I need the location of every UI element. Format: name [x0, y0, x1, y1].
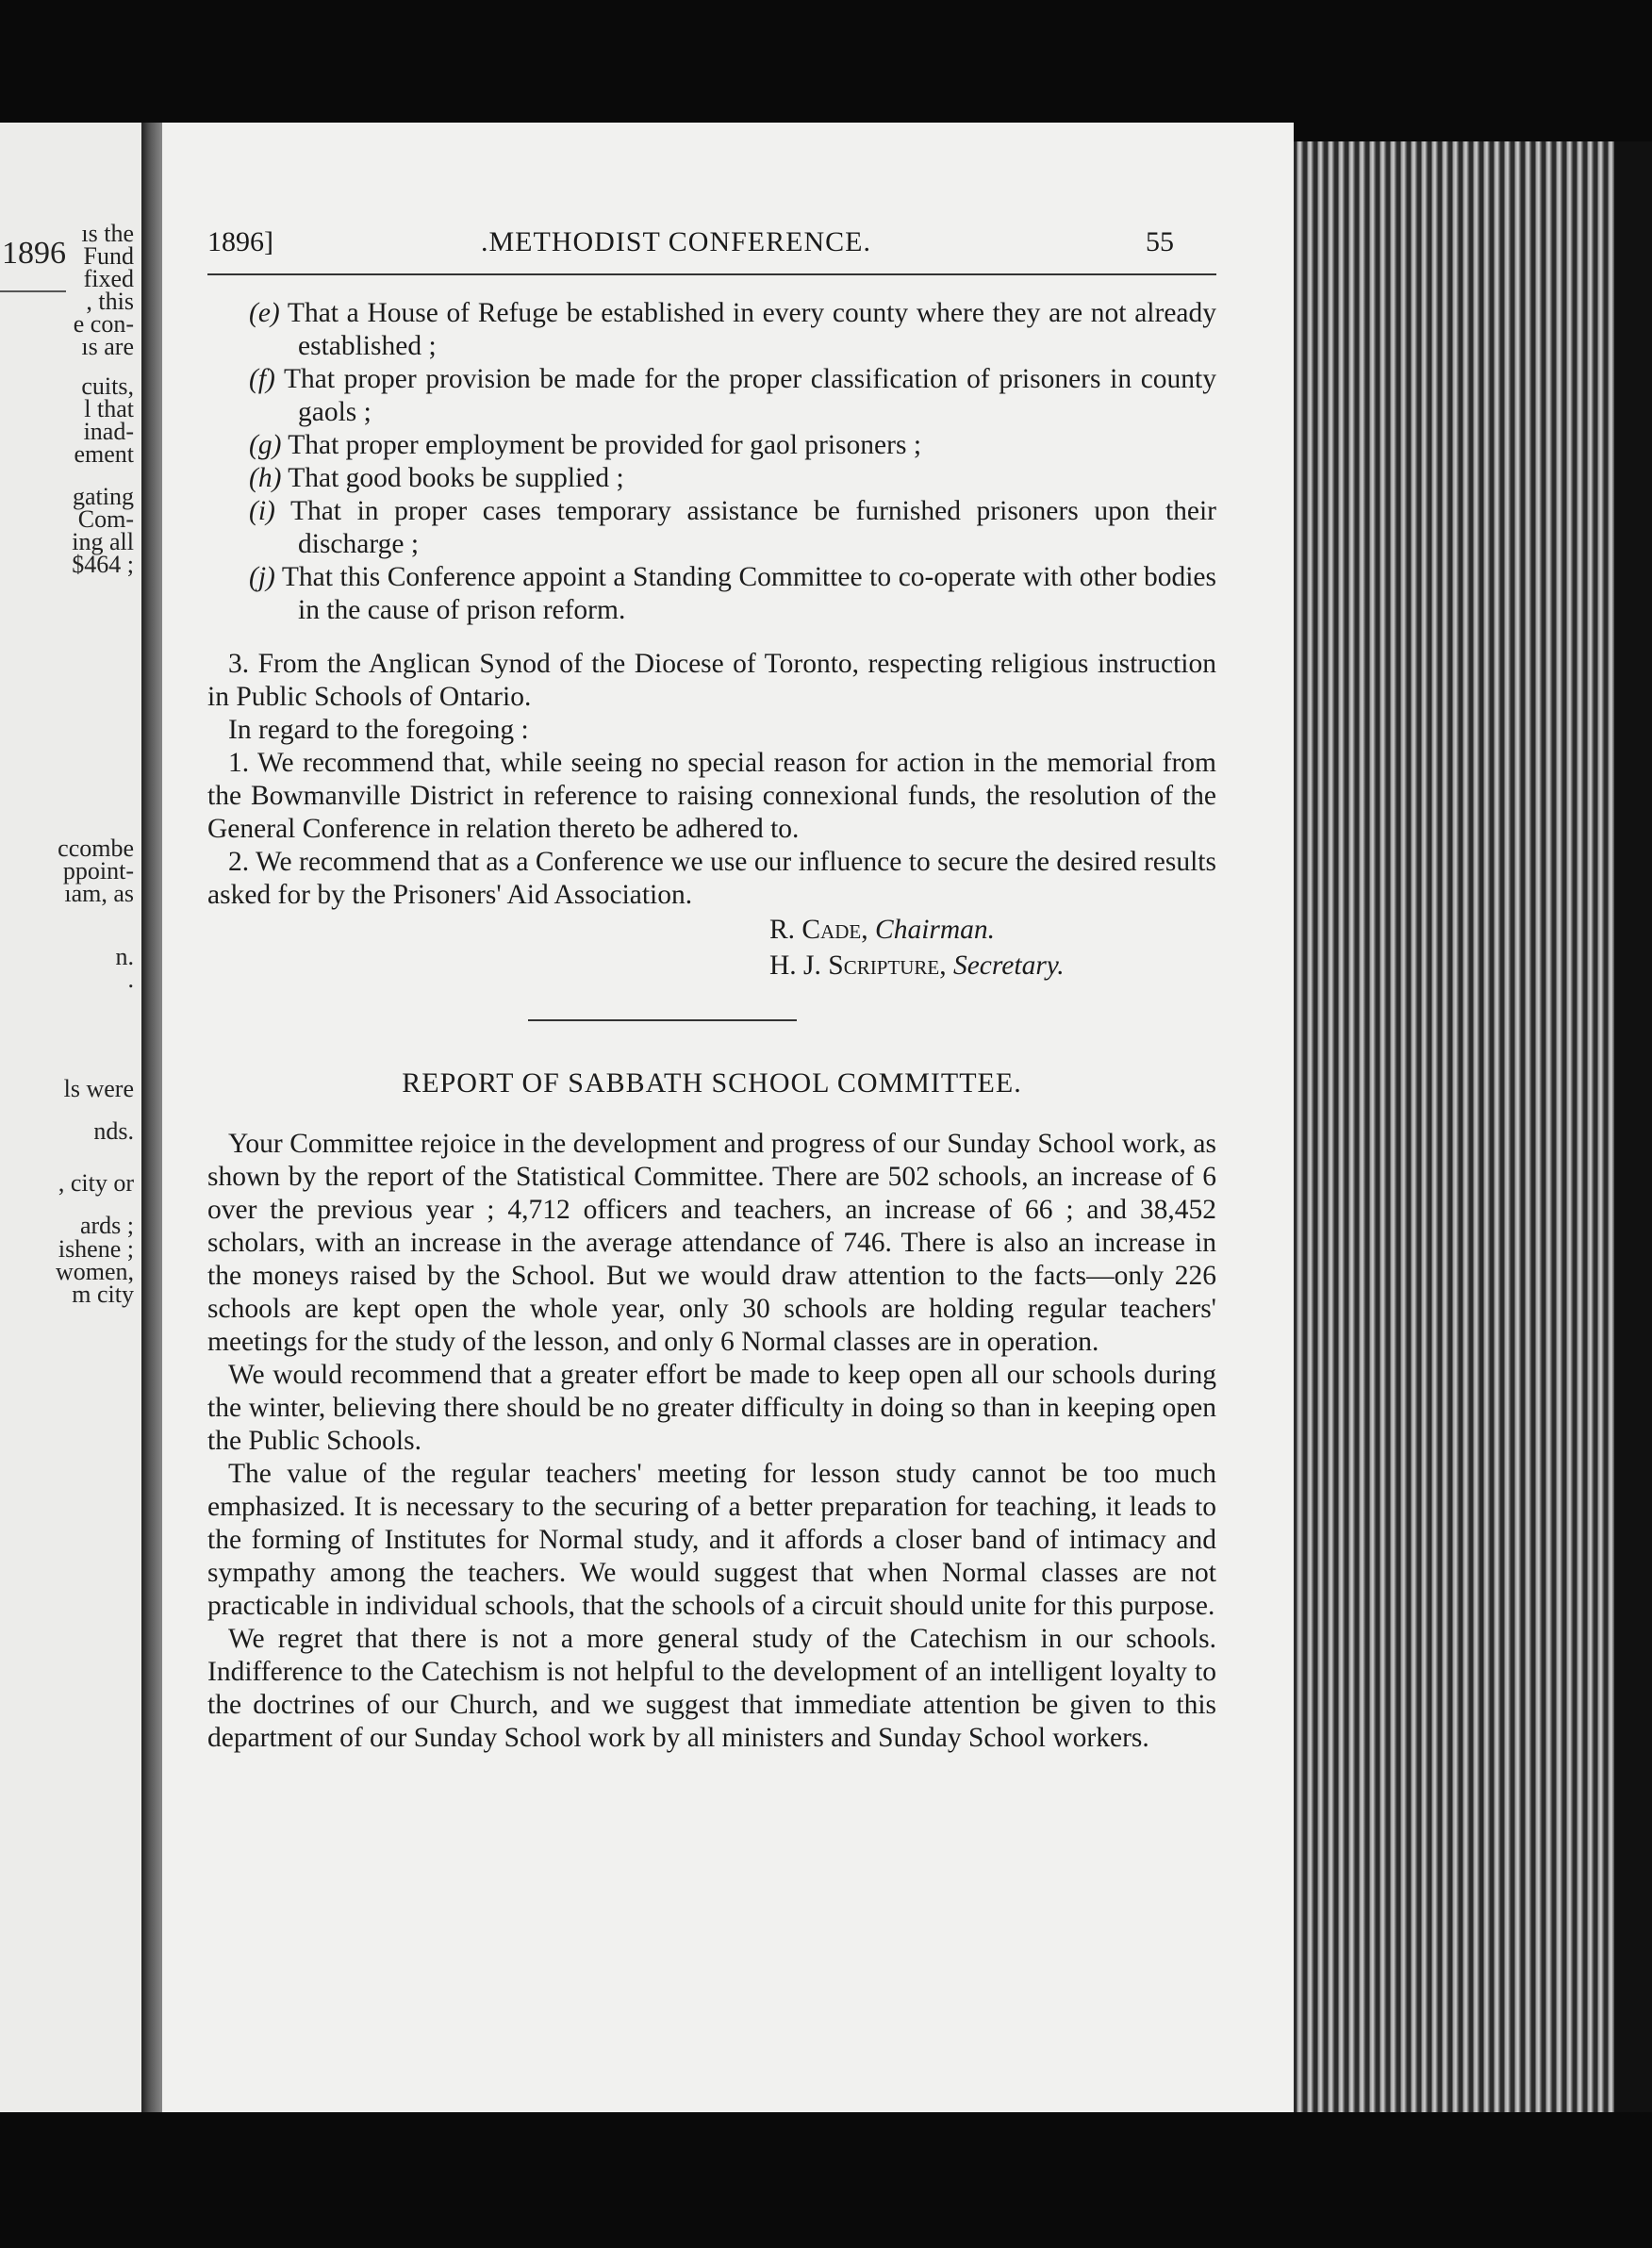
paragraph: We would recommend that a greater effort be made to keep open all our schools during the winter, believing there should be no greater difficulty in doing so than in keeping open the Public Schools.: [207, 1360, 1216, 1456]
left-page-text-fragment: ppoint-: [62, 857, 134, 884]
paragraph: In regard to the foregoing :: [228, 715, 529, 745]
item-label: (j): [249, 562, 275, 592]
left-page-text-fragment: ing all: [72, 528, 134, 555]
item-label: (h): [249, 463, 282, 493]
left-page-text-fragment: .: [127, 966, 134, 993]
section-separator: [528, 1019, 797, 1021]
item-label: (g): [249, 430, 282, 460]
left-page-text-fragment: ıs the: [81, 220, 134, 247]
left-page-text-fragment: ccombe: [58, 835, 134, 862]
item-text: That proper provision be made for the proper classification of prisoners in county gaols ;: [283, 364, 1217, 427]
item-label: (e): [249, 298, 280, 328]
left-page-text-fragment: e con-: [73, 310, 134, 338]
left-page-rule: [0, 290, 66, 292]
left-page-text-fragment: l that: [84, 395, 134, 422]
page-edges: [1294, 141, 1614, 2112]
item-text: That a House of Refuge be established in every county where they are not already established ;: [287, 298, 1216, 361]
paragraph: 1. We recommend that, while seeing no special reason for action in the memorial from the Bowmanville District in reference to raising connexional funds, the resolution of the General Conference in relation thereto be adhered to.: [207, 748, 1216, 844]
recommendation-list: [207, 297, 1216, 627]
item-label: (i): [249, 496, 275, 526]
left-page-text-fragment: Com-: [77, 505, 134, 533]
signatory-role: Chairman.: [867, 915, 996, 945]
signatory-role: Secretary.: [946, 950, 1065, 981]
left-page-text-fragment: cuits,: [81, 372, 134, 400]
running-header: [207, 226, 1174, 272]
left-page-text-fragment: , city or: [58, 1169, 134, 1197]
item-text: That good books be supplied ;: [288, 463, 624, 493]
left-page-text-fragment: ıs are: [81, 333, 134, 360]
left-page-text-fragment: fixed: [83, 265, 134, 292]
recommendation-item: [207, 495, 1216, 561]
page-number: 55: [1146, 226, 1174, 257]
recommendation-item: [207, 363, 1216, 429]
paragraph: The value of the regular teachers' meeting for lesson study cannot be too much emphasized. It is necessary to the securing of a better preparation for teaching, it leads to the forming of Institutes for Normal study, and it affords a closer band of intimacy and sympathy among the teachers. We would suggest that when Normal classes are not practicable in individual schools, that the schools of a circuit should unite for this purpose.: [207, 1459, 1216, 1621]
left-page-text-fragment: ls were: [63, 1075, 134, 1102]
signatures: [769, 912, 1216, 984]
committee-paragraphs: [207, 648, 1216, 912]
left-page-text-fragment: ıam, as: [64, 880, 134, 907]
recommendation-item: [207, 561, 1216, 627]
left-page-text-fragment: ishene ;: [58, 1235, 134, 1263]
item-text: That this Conference appoint a Standing Committee to co-operate with other bodies in the cause of prison reform.: [281, 562, 1217, 625]
book-cover-edge: [1614, 141, 1652, 2112]
left-page-text-fragment: , this: [86, 288, 134, 315]
signature-line: [769, 912, 1216, 948]
left-page-text-fragment: ement: [74, 440, 134, 468]
item-text: That proper employment be provided for gaol prisoners ;: [288, 430, 922, 460]
left-page-text-fragment: nds.: [93, 1117, 134, 1145]
left-page-text-fragment: m city: [72, 1281, 134, 1308]
book-gutter: [141, 123, 162, 2112]
recommendation-item: [207, 429, 1216, 462]
page-body: [207, 297, 1216, 1755]
left-page-text-fragment: ards ;: [79, 1212, 134, 1239]
left-page-text-fragment: Fund: [83, 242, 134, 270]
paragraph: Your Committee rejoice in the development and progress of our Sunday School work, as shown by the report of the Statistical Committee. There are 502 schools, an increase of 6 over the previous year ; 4,712 officers and teachers, an increase of 66 ; and 38,452 scholars, with an increase in the average attendance of 746. There is also an increase in the moneys raised by the School. But we would draw attention to the facts—only 226 schools are kept open the whole year, only 30 schools are holding regular teachers' meetings for the study of the lesson, and only 6 Normal classes are in operation.: [207, 1129, 1216, 1357]
paragraph: 2. We recommend that as a Conference we use our influence to secure the desired results asked for by the Prisoners' Aid Association.: [207, 847, 1216, 910]
header-rule: [207, 273, 1216, 275]
report-paragraphs: [207, 1128, 1216, 1755]
recommendation-item: [207, 462, 1216, 495]
signatory-name: H. J. Scripture,: [769, 950, 947, 981]
paragraph: 3. From the Anglican Synod of the Diocese of Toronto, respecting religious instruction in Public Schools of Ontario.: [207, 649, 1216, 712]
paragraph: We regret that there is not a more general study of the Catechism in our schools. Indifference to the Catechism is not helpful to the development of an intelligent loyalty to the doctrines of our Church, and we suggest that immediate attention be given to this department of our Sunday School work by all ministers and Sunday School workers.: [207, 1624, 1216, 1753]
header-year: 1896]: [207, 226, 273, 257]
left-page-text-fragment: $464 ;: [72, 551, 134, 578]
item-label: (f): [249, 364, 275, 394]
left-page-text-fragment: n.: [115, 943, 134, 970]
signatory-name: R. Cade,: [769, 915, 868, 945]
signature-line: [769, 948, 1216, 984]
item-text: That in proper cases temporary assistance be furnished prisoners upon their discharge ;: [289, 496, 1217, 559]
left-page-text-fragment: inad-: [83, 418, 134, 445]
report-title: REPORT OF SABBATH SCHOOL COMMITTEE.: [402, 1067, 1022, 1099]
left-page-text-fragment: gating: [73, 483, 134, 510]
header-title: .METHODIST CONFERENCE.: [481, 226, 871, 257]
left-page-year: 1896: [2, 236, 66, 271]
book-page: [162, 123, 1294, 2112]
left-page-text-fragment: women,: [55, 1258, 134, 1285]
recommendation-item: [207, 297, 1216, 363]
left-facing-page: [0, 123, 151, 2112]
